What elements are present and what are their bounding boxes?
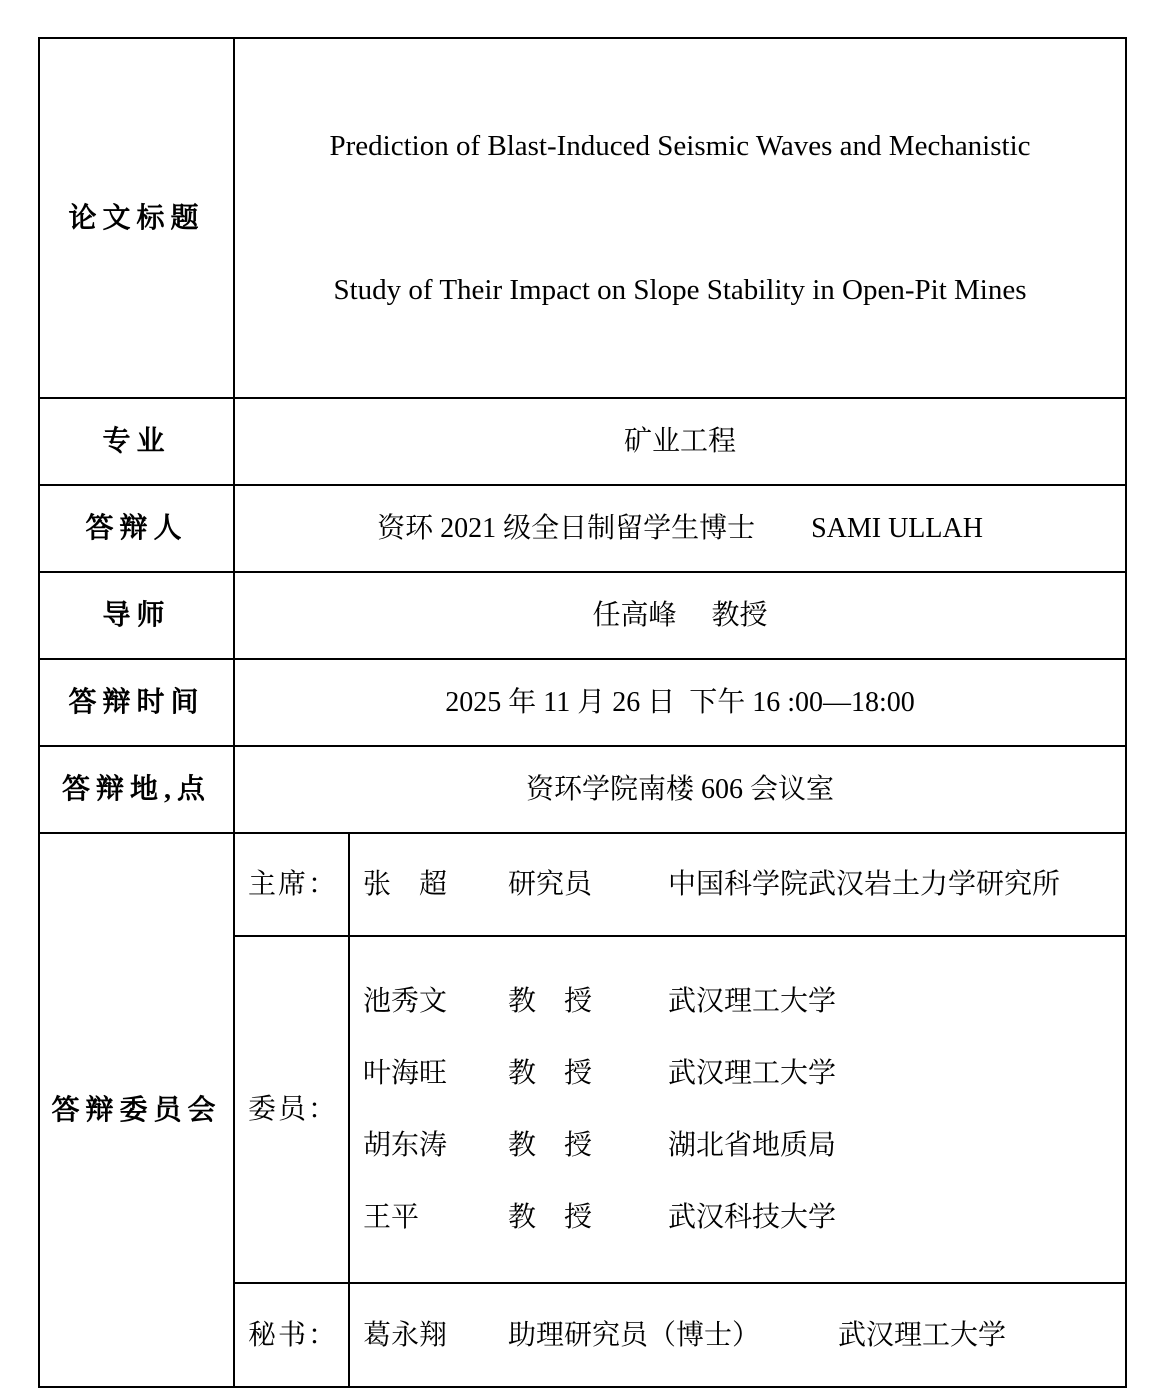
committee-role-chair: 主席： xyxy=(234,833,349,936)
committee-member-row xyxy=(350,1056,1125,1091)
chair-title: 研究员 xyxy=(508,869,593,900)
committee-member-row xyxy=(350,984,1125,1019)
row-label-defense-time: 答辩时间 xyxy=(39,659,234,746)
defense-location-value: 资环学院南楼 606 会议室 xyxy=(234,746,1126,833)
member-affiliation: 武汉理工大学 xyxy=(668,1058,837,1089)
table-row xyxy=(39,659,1126,746)
committee-members-list xyxy=(350,937,1125,1282)
row-label-committee: 答辩委员会 xyxy=(39,833,234,1387)
member-title: 教 授 xyxy=(508,986,593,1017)
table-row xyxy=(39,485,1126,572)
member-title: 教 授 xyxy=(508,1130,593,1161)
row-label-defense-location: 答辩地,点 xyxy=(39,746,234,833)
major-value: 矿业工程 xyxy=(234,398,1126,485)
member-affiliation: 武汉科技大学 xyxy=(668,1202,837,1233)
committee-chair-cell xyxy=(349,833,1126,936)
table-row xyxy=(39,38,1126,398)
committee-member-row xyxy=(350,1200,1125,1235)
secretary-affiliation: 武汉理工大学 xyxy=(838,1319,1007,1351)
row-label-major: 专业 xyxy=(39,398,234,485)
member-affiliation: 湖北省地质局 xyxy=(668,1130,837,1161)
member-title: 教 授 xyxy=(508,1058,593,1089)
member-name: 王平 xyxy=(363,1202,420,1233)
thesis-title-line-2: Study of Their Impact on Slope Stability in Open-Pit Mines xyxy=(333,274,1027,306)
supervisor-value: 任高峰 教授 xyxy=(234,572,1126,659)
committee-member-row xyxy=(350,1128,1125,1163)
row-label-thesis-title: 论文标题 xyxy=(39,38,234,398)
table-row xyxy=(39,746,1126,833)
chair-affiliation: 中国科学院武汉岩土力学研究所 xyxy=(668,869,1061,900)
defense-time-value: 2025 年 11 月 26 日 下午 16 :00—18:00 xyxy=(234,659,1126,746)
committee-secretary-row xyxy=(350,1318,1125,1353)
defense-announcement-table xyxy=(38,37,1127,1388)
table-row xyxy=(39,833,1126,936)
committee-chair-row xyxy=(350,867,1125,902)
committee-members-cell xyxy=(349,936,1126,1283)
defender-value: 资环 2021 级全日制留学生博士 SAMI ULLAH xyxy=(234,485,1126,572)
table-row xyxy=(39,398,1126,485)
row-label-supervisor: 导师 xyxy=(39,572,234,659)
secretary-title: 助理研究员（博士） xyxy=(508,1319,761,1351)
secretary-name: 葛永翔 xyxy=(363,1319,448,1351)
member-name: 胡东涛 xyxy=(363,1130,448,1161)
committee-secretary-cell xyxy=(349,1283,1126,1387)
committee-role-secretary: 秘书： xyxy=(234,1283,349,1387)
row-label-defender: 答辩人 xyxy=(39,485,234,572)
committee-role-members: 委员： xyxy=(234,936,349,1283)
thesis-title-cell xyxy=(234,38,1126,398)
member-name: 叶海旺 xyxy=(363,1058,448,1089)
member-name: 池秀文 xyxy=(363,986,448,1017)
chair-name: 张 超 xyxy=(363,869,448,900)
thesis-title-line-1: Prediction of Blast-Induced Seismic Waves and Mechanistic xyxy=(329,130,1031,162)
member-affiliation: 武汉理工大学 xyxy=(668,986,837,1017)
table-row xyxy=(39,572,1126,659)
member-title: 教 授 xyxy=(508,1202,593,1233)
